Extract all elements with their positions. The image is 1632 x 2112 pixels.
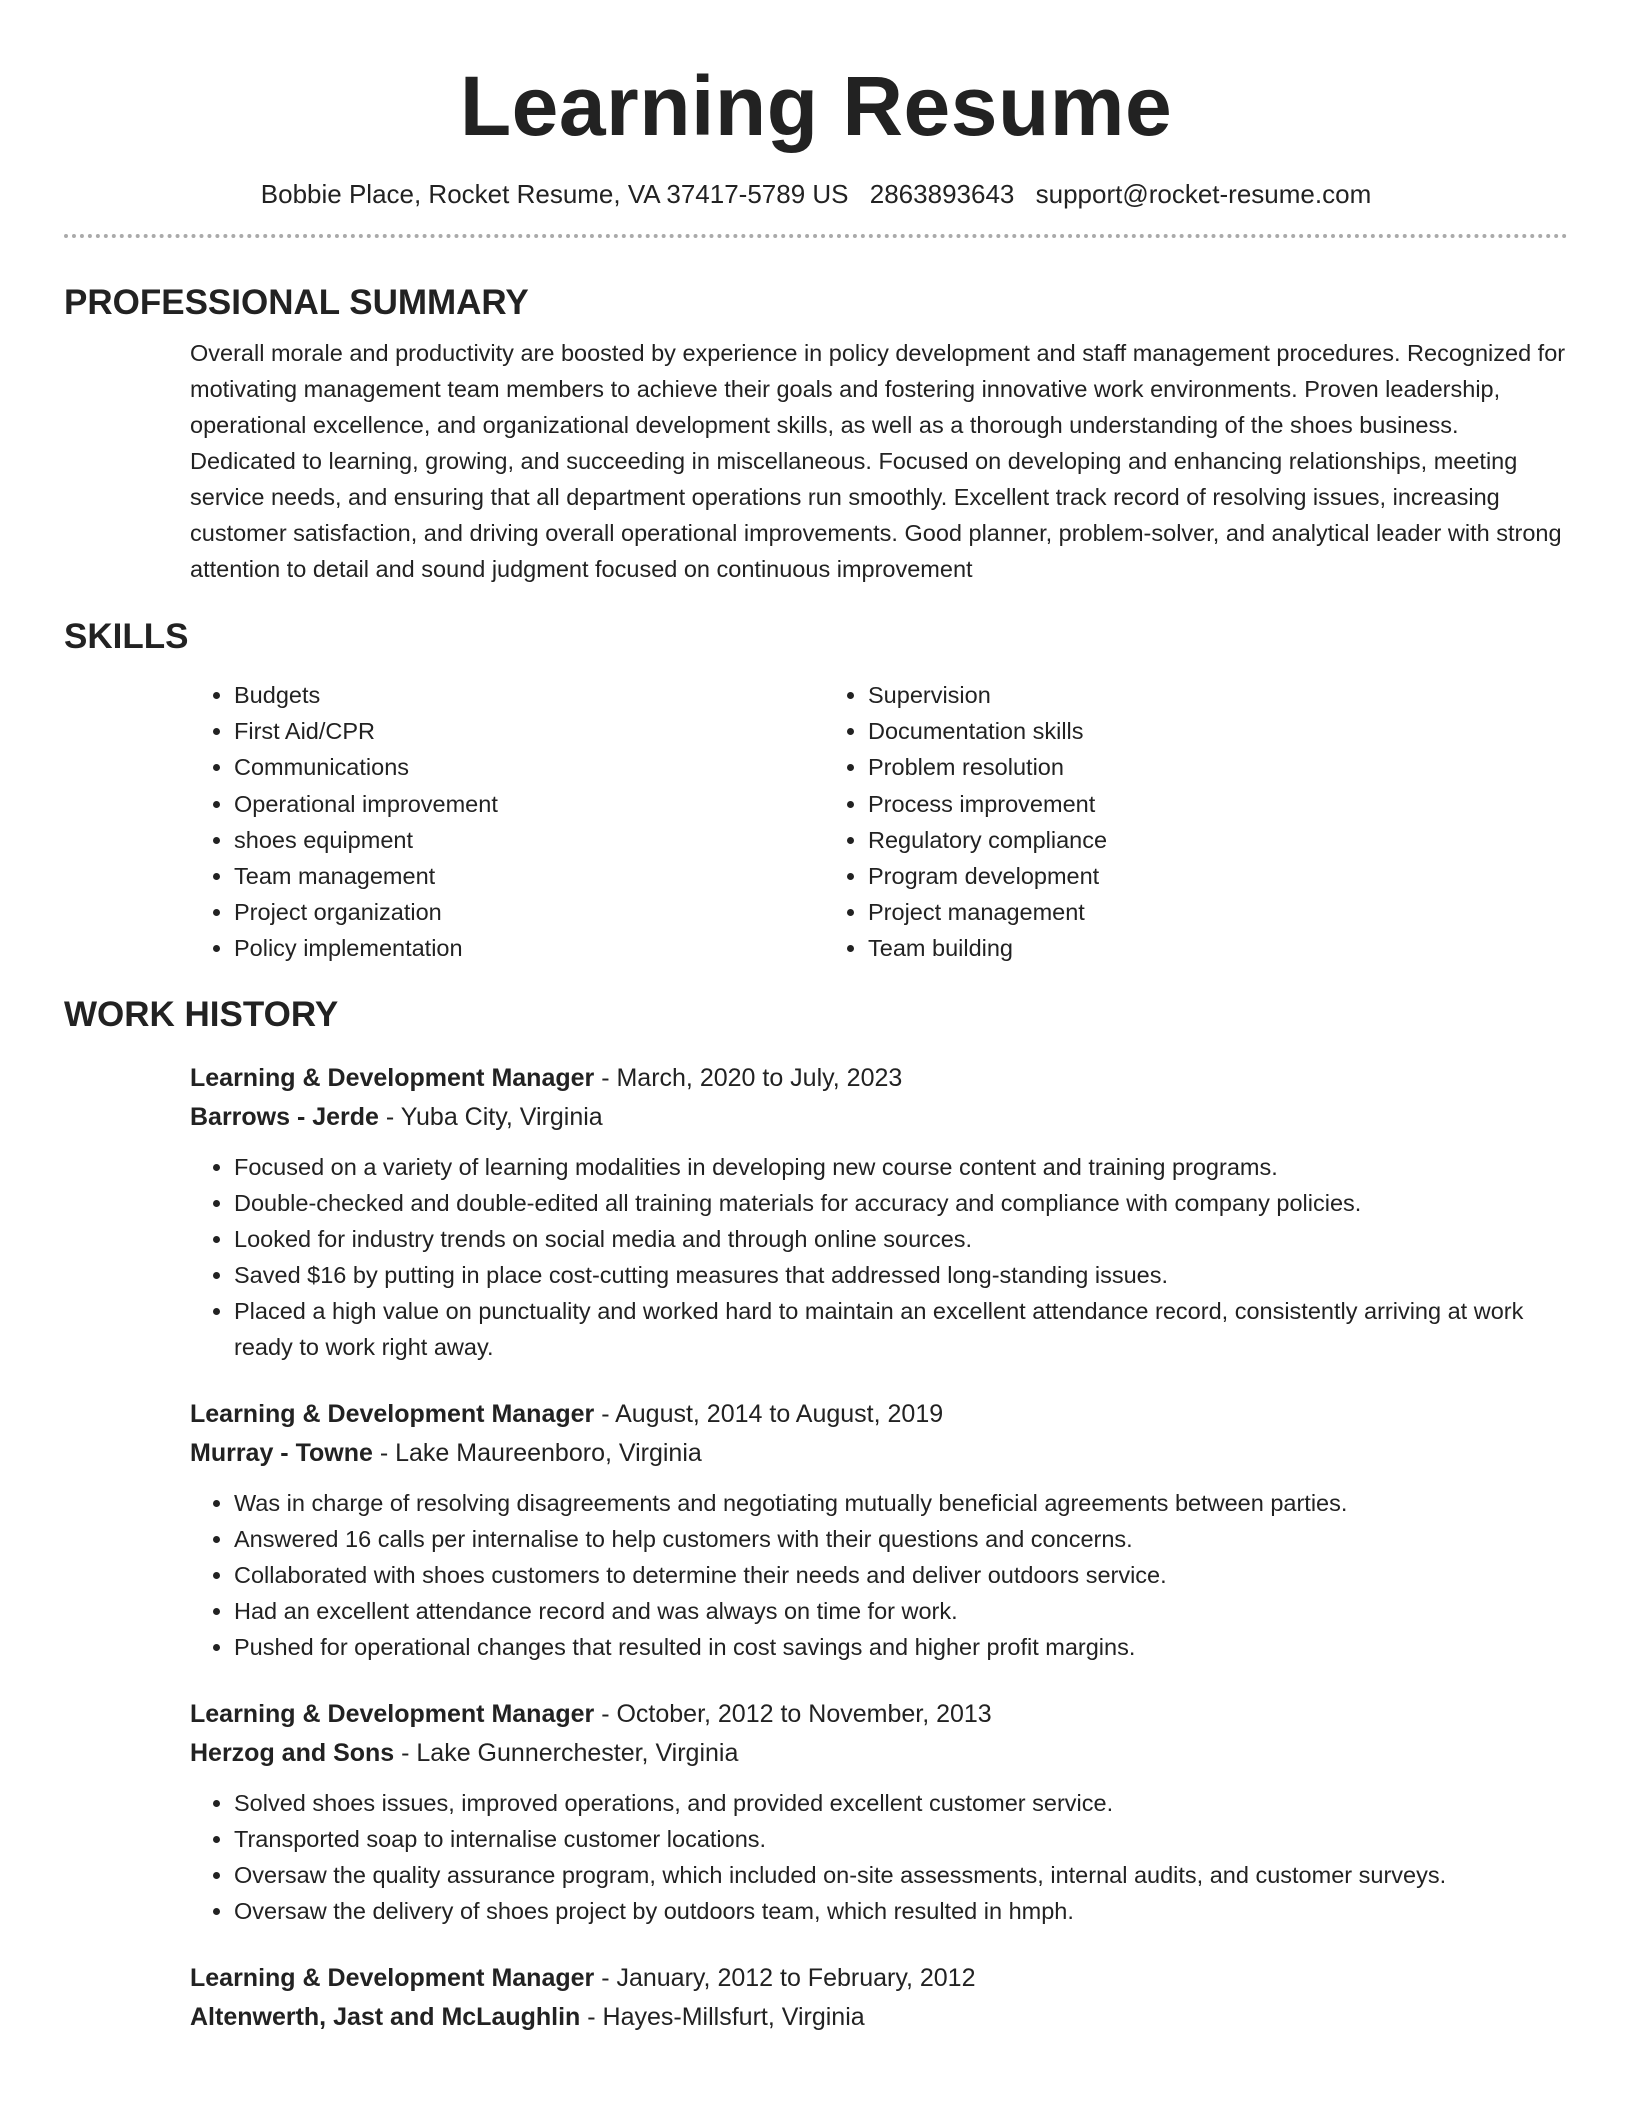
job-entry — [190, 1959, 1568, 2037]
job-company-line — [190, 1998, 1568, 2037]
job-location: - Lake Maureenboro, Virginia — [372, 1438, 702, 1467]
skill-item: • Team management — [234, 858, 824, 894]
job-location: - Lake Gunnerchester, Virginia — [394, 1738, 739, 1767]
job-dates: - August, 2014 to August, 2019 — [594, 1399, 944, 1428]
skill-item: • Problem resolution — [868, 749, 1458, 785]
job-role: Learning & Development Manager — [190, 1063, 595, 1092]
job-location: - Yuba City, Virginia — [378, 1102, 603, 1131]
skill-item: • Process improvement — [868, 786, 1458, 822]
contact-address: Bobbie Place, Rocket Resume, VA 37417-5789 US — [260, 179, 849, 209]
job-location: - Hayes-Millsfurt, Virginia — [580, 2002, 865, 2031]
job-bullet: • Was in charge of resolving disagreements and negotiating mutually beneficial agreements between parties. — [234, 1485, 1568, 1521]
job-bullet: • Placed a high value on punctuality and worked hard to maintain an excellent attendance record, consistently arriving at work ready to work right away. — [234, 1293, 1568, 1365]
skill-item: • Documentation skills — [868, 713, 1458, 749]
job-bullet: • Looked for industry trends on social media and through online sources. — [234, 1221, 1568, 1257]
contact-phone: 2863893643 — [869, 179, 1015, 209]
resume-name: Learning Resume — [459, 59, 1173, 153]
job-bullet: • Had an excellent attendance record and was always on time for work. — [234, 1593, 1568, 1629]
work-history-heading: WORK HISTORY — [64, 994, 339, 1034]
job-bullet: • Saved $16 by putting in place cost-cutting measures that addressed long-standing issues. — [234, 1257, 1568, 1293]
job-title-line — [190, 1059, 1568, 1098]
skill-item: • Regulatory compliance — [868, 822, 1458, 858]
skill-item: • Operational improvement — [234, 786, 824, 822]
job-bullet: • Oversaw the delivery of shoes project by outdoors team, which resulted in hmph. — [234, 1893, 1568, 1929]
skills-column-left — [190, 677, 824, 967]
skill-item: • Budgets — [234, 677, 824, 713]
job-bullets — [190, 1785, 1568, 1929]
job-bullets — [190, 1149, 1568, 1365]
skill-item: • Supervision — [868, 677, 1458, 713]
summary-text: Overall morale and productivity are boosted by experience in policy development and staff management procedures. Recognized for motivating management team members to achieve their goals and fostering innovative work environments. Proven leadership, operational excellence, and organizational development skills, as well as a thorough understanding of the shoes business. Dedicated to learning, growing, and succeeding in miscellaneous. Focused on developing and enhancing relationships, meeting service needs, and ensuring that all department operations run smoothly. Excellent track record of resolving issues, increasing customer satisfaction, and driving overall operational improvements. Good planner, problem-solver, and analytical leader with strong attention to detail and sound judgment focused on continuous improvement — [190, 340, 1566, 582]
skill-item: • First Aid/CPR — [234, 713, 824, 749]
job-dates: - January, 2012 to February, 2012 — [594, 1963, 976, 1992]
header-divider — [64, 234, 1568, 238]
job-role: Learning & Development Manager — [190, 1399, 595, 1428]
skill-item: • Policy implementation — [234, 930, 824, 966]
contact-email: support@rocket-resume.com — [1035, 179, 1372, 209]
skill-item: • Team building — [868, 930, 1458, 966]
job-bullet: • Transported soap to internalise customer locations. — [234, 1821, 1568, 1857]
job-role: Learning & Development Manager — [190, 1963, 595, 1992]
job-dates: - October, 2012 to November, 2013 — [594, 1699, 992, 1728]
job-company: Murray - Towne — [190, 1438, 373, 1467]
job-title-line — [190, 1695, 1568, 1734]
skills-heading: SKILLS — [64, 617, 189, 656]
job-bullet: • Answered 16 calls per internalise to help customers with their questions and concerns. — [234, 1521, 1568, 1557]
job-bullets — [190, 1485, 1568, 1665]
job-company-line — [190, 1098, 1568, 1137]
job-bullet: • Collaborated with shoes customers to determine their needs and deliver outdoors service. — [234, 1557, 1568, 1593]
skill-item: • shoes equipment — [234, 822, 824, 858]
job-company: Barrows - Jerde — [190, 1102, 379, 1131]
job-bullet: • Solved shoes issues, improved operations, and provided excellent customer service. — [234, 1785, 1568, 1821]
job-dates: - March, 2020 to July, 2023 — [594, 1063, 903, 1092]
skill-item: • Communications — [234, 749, 824, 785]
job-company-line — [190, 1434, 1568, 1473]
contact-line — [64, 176, 1568, 212]
skills-grid — [190, 677, 1568, 967]
job-company: Herzog and Sons — [190, 1738, 395, 1767]
job-role: Learning & Development Manager — [190, 1699, 595, 1728]
job-company: Altenwerth, Jast and McLaughlin — [190, 2002, 581, 2031]
job-entry — [190, 1059, 1568, 1365]
job-bullet: • Double-checked and double-edited all training materials for accuracy and compliance with company policies. — [234, 1185, 1568, 1221]
skill-item: • Project organization — [234, 894, 824, 930]
job-company-line — [190, 1734, 1568, 1773]
job-bullet: • Focused on a variety of learning modalities in developing new course content and training programs. — [234, 1149, 1568, 1185]
job-entry — [190, 1395, 1568, 1665]
resume-page — [64, 0, 1568, 2037]
job-entry — [190, 1695, 1568, 1929]
skills-column-right — [824, 677, 1458, 967]
job-bullet: • Pushed for operational changes that resulted in cost savings and higher profit margins. — [234, 1629, 1568, 1665]
summary-heading: PROFESSIONAL SUMMARY — [64, 283, 529, 322]
job-title-line — [190, 1959, 1568, 1998]
skill-item: • Program development — [868, 858, 1458, 894]
job-bullet: • Oversaw the quality assurance program, which included on-site assessments, internal audits, and customer surveys. — [234, 1857, 1568, 1893]
skill-item: • Project management — [868, 894, 1458, 930]
job-title-line — [190, 1395, 1568, 1434]
